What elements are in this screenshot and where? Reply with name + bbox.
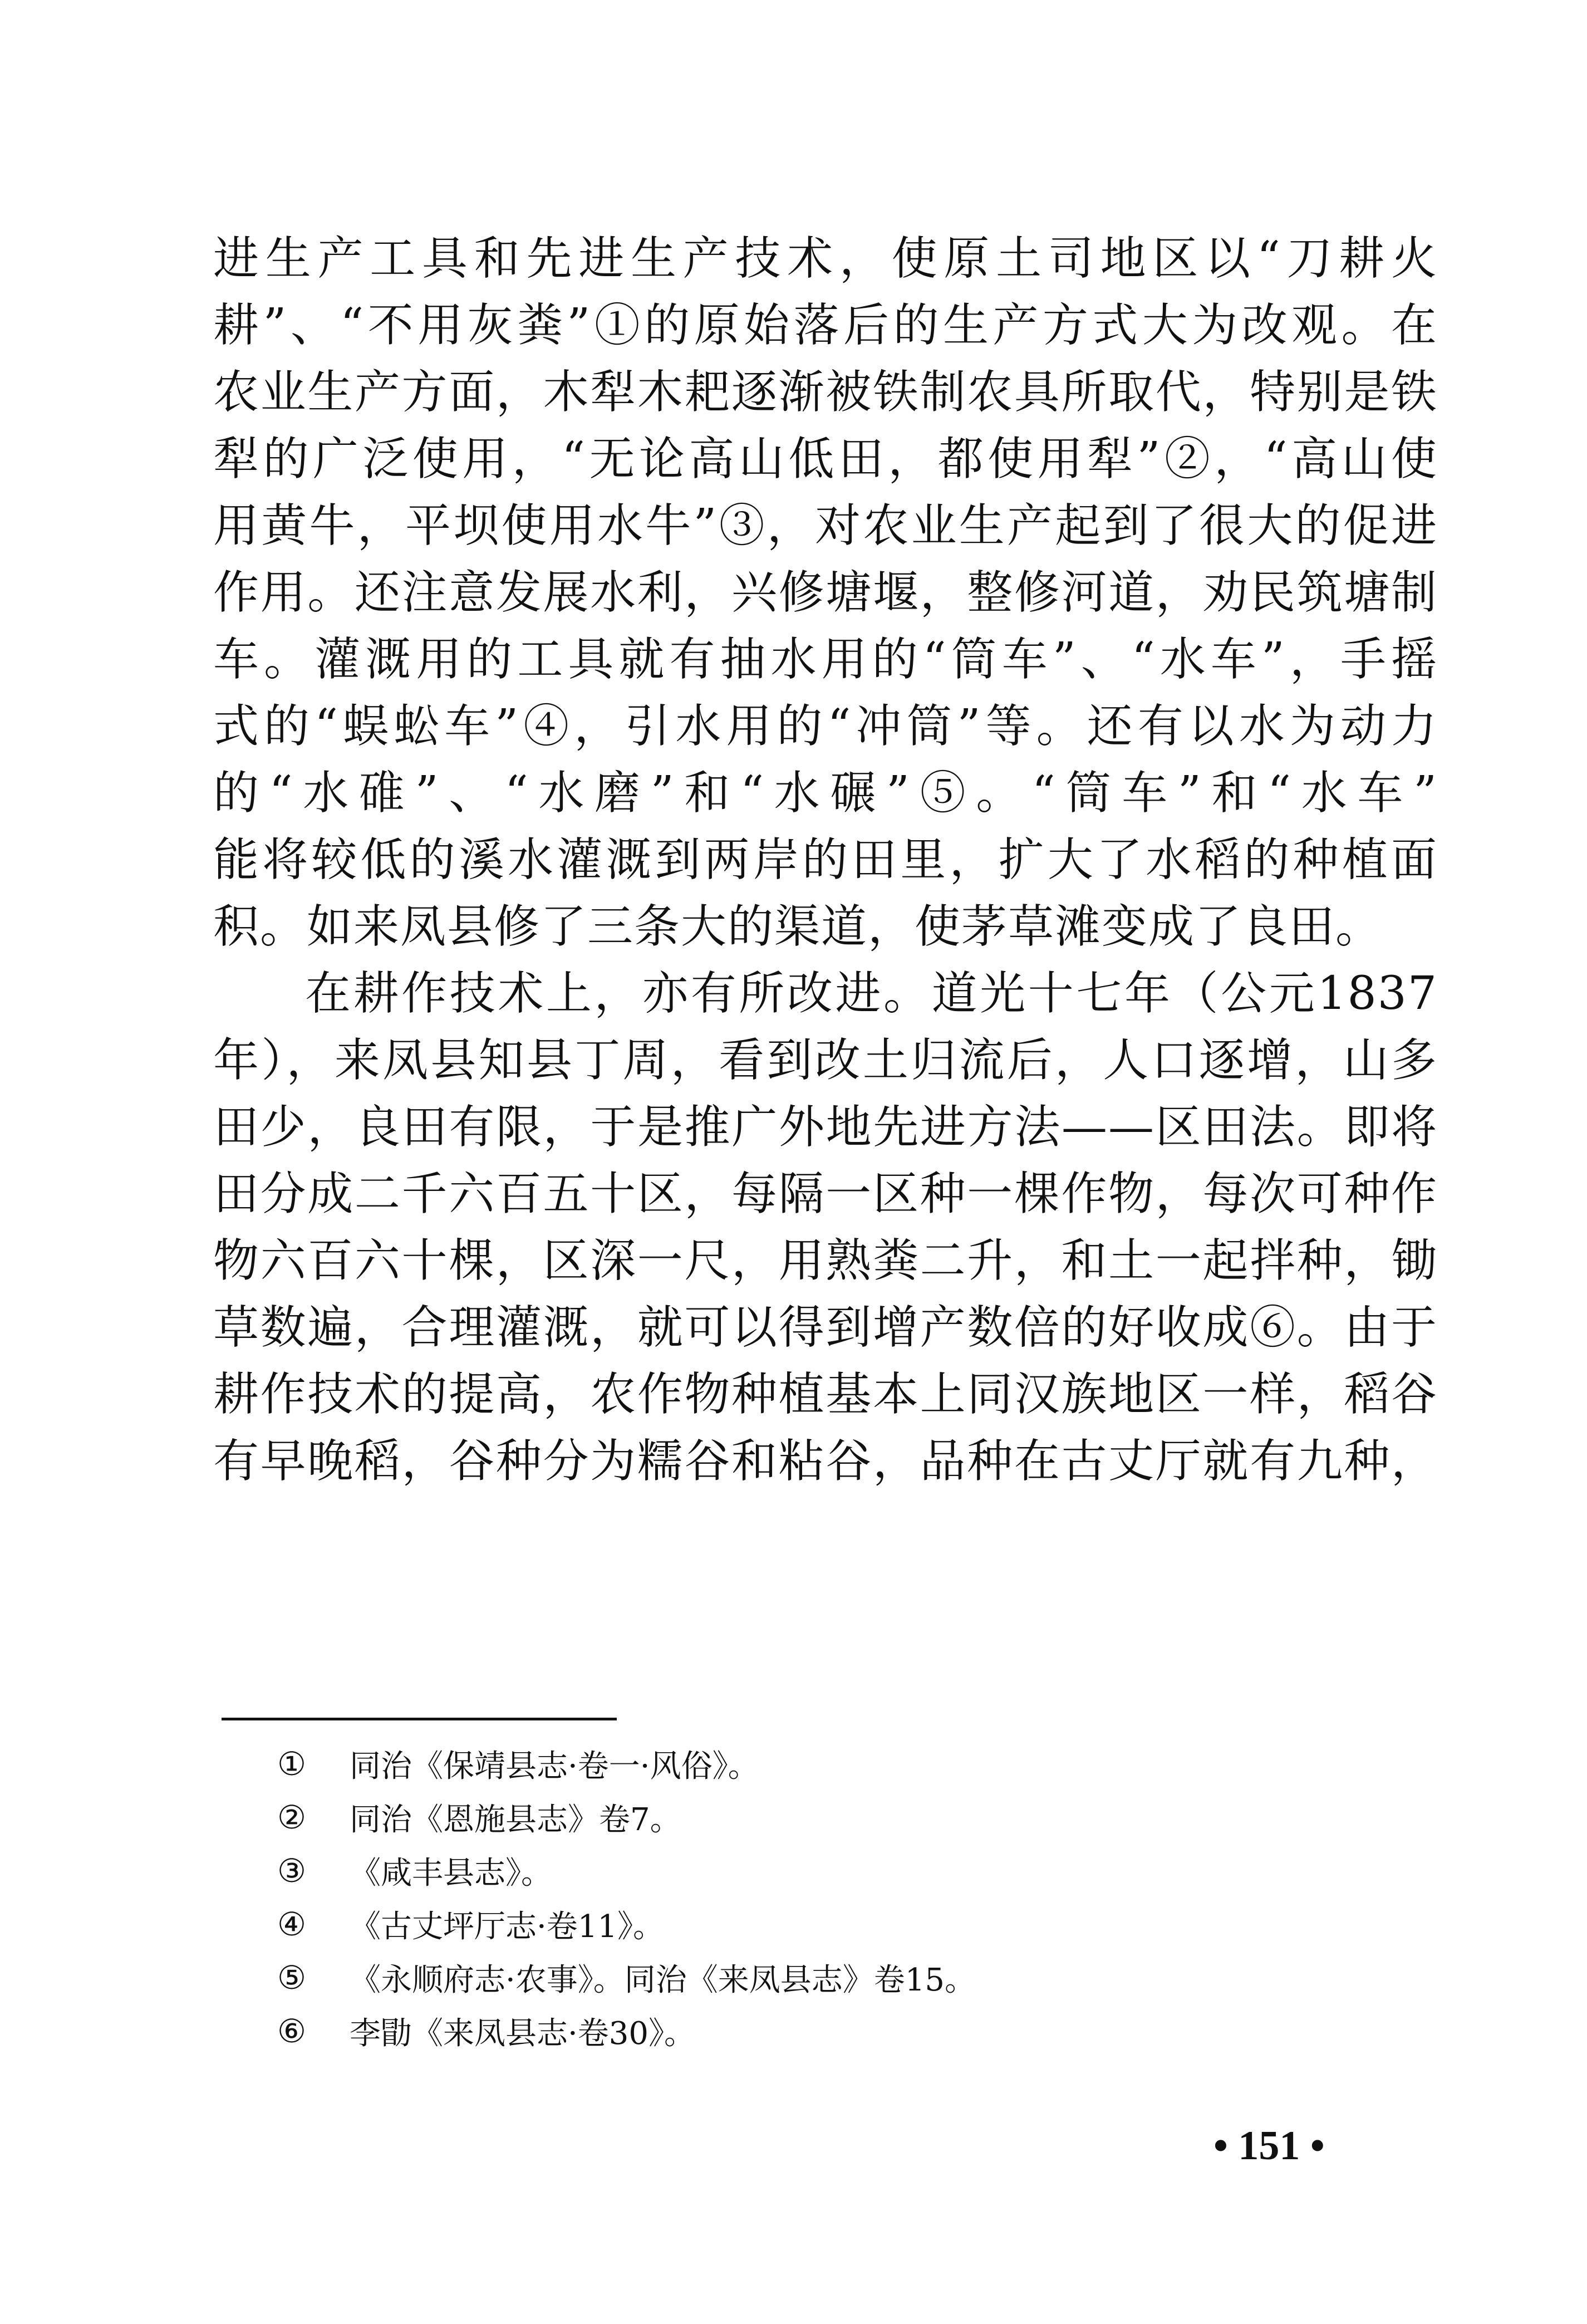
- text-line: 式的“蜈蚣车”④，引水用的“冲筒”等。还有以水为动力: [213, 700, 1438, 753]
- footnote-number: ⑤: [277, 1959, 306, 1997]
- footnote-number: ⑥: [277, 2012, 306, 2050]
- text-line: 能将较低的溪水灌溉到两岸的田里，扩大了水稻的种植面: [213, 833, 1438, 886]
- text-line: 作用。还注意发展水利，兴修塘堰，整修河道，劝民筑塘制: [213, 566, 1438, 619]
- page-number: • 151 •: [1213, 2123, 1325, 2169]
- footnote: [277, 1844, 1279, 1898]
- footnote: [277, 2004, 1279, 2058]
- text-line: 的“水碓”、“水磨”和“水碾”⑤。“筒车”和“水车”: [213, 767, 1438, 820]
- footnote-text: 《永顺府志·农事》。同治《来凤县志》卷15。: [350, 1962, 976, 1998]
- text-line: 物六百六十棵，区深一尺，用熟粪二升，和土一起拌种，锄: [213, 1234, 1438, 1287]
- footnote-number: ②: [277, 1798, 306, 1836]
- footnote-text: 李勖《来凤县志·卷30》。: [350, 2016, 696, 2052]
- text-line: 耕”、“不用灰粪”①的原始落后的生产方式大为改观。在: [213, 299, 1438, 352]
- text-line: 车。灌溉用的工具就有抽水用的“筒车”、“水车”，手摇: [213, 633, 1438, 686]
- text-line: 进生产工具和先进生产技术，使原土司地区以“刀耕火: [213, 232, 1438, 285]
- text-line: 犁的广泛使用，“无论高山低田，都使用犁”②，“高山使: [213, 433, 1438, 486]
- footnote-number: ③: [277, 1852, 306, 1890]
- footnote: [277, 1791, 1279, 1844]
- footnote-number: ④: [277, 1905, 306, 1943]
- footnote: [277, 1737, 1279, 1791]
- footnote-divider: [222, 1718, 617, 1720]
- text-line: 农业生产方面，木犁木耙逐渐被铁制农具所取代，特别是铁: [213, 366, 1438, 419]
- footnote-text: 《古丈坪厅志·卷11》。: [350, 1909, 665, 1945]
- footnote: [277, 1951, 1279, 2004]
- footnote-number: ①: [277, 1745, 306, 1783]
- text-line: 有早晚稻，谷种分为糯谷和粘谷，品种在古丈厅就有九种，: [213, 1435, 1438, 1488]
- text-line: 田少，良田有限，于是推广外地先进方法——区田法。即将: [213, 1101, 1438, 1154]
- footnote-text: 《咸丰县志》。: [350, 1855, 552, 1891]
- footnote: [277, 1898, 1279, 1951]
- footnote-text: 同治《恩施县志》卷7。: [350, 1802, 681, 1838]
- body-text: [213, 225, 1438, 1495]
- footnotes: [277, 1737, 1279, 2058]
- text-line: 年），来凤县知县丁周，看到改土归流后，人口逐增，山多: [213, 1034, 1438, 1087]
- text-line: 草数遍，合理灌溉，就可以得到增产数倍的好收成⑥。由于: [213, 1301, 1438, 1354]
- text-line: 用黄牛，平坝使用水牛”③，对农业生产起到了很大的促进: [213, 499, 1438, 552]
- text-line: 田分成二千六百五十区，每隔一区种一棵作物，每次可种作: [213, 1168, 1438, 1220]
- text-line: 积。如来凤县修了三条大的渠道，使茅草滩变成了良田。: [213, 900, 1383, 953]
- text-line: 在耕作技术上，亦有所改进。道光十七年（公元1837: [305, 967, 1438, 1020]
- footnote-text: 同治《保靖县志·卷一·风俗》。: [350, 1748, 759, 1784]
- text-line: 耕作技术的提高，农作物种植基本上同汉族地区一样，稻谷: [213, 1368, 1438, 1421]
